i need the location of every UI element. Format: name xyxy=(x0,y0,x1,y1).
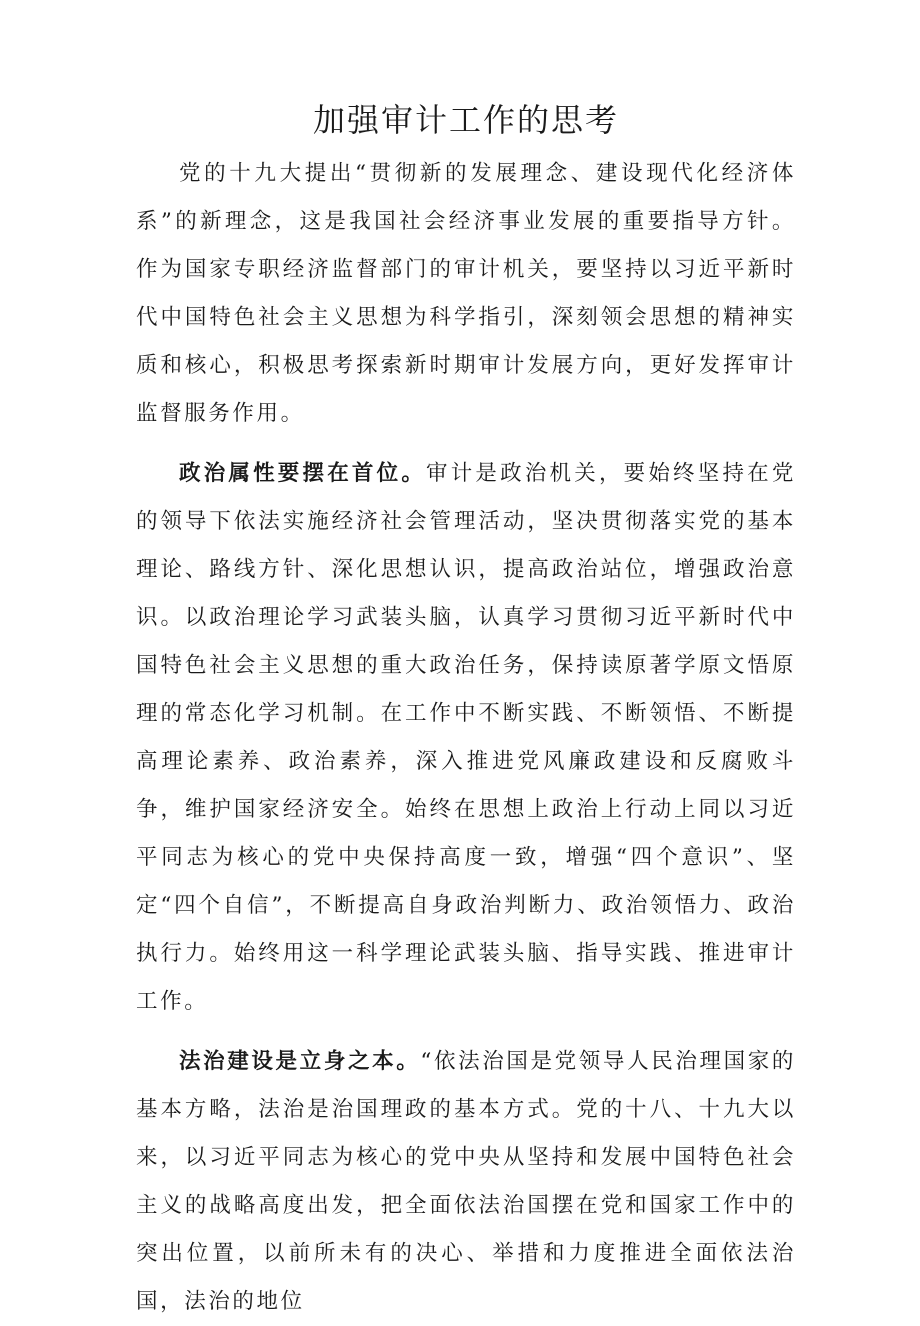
paragraph-text: “依法治国是党领导人民治理国家的基本方略，法治是治国理政的基本方式。党的十八、十九大以来，以习近平同志为核心的党中央从坚持和发展中国特色社会主义的战略高度出发，把全面依法治国摆在党和国家工作中的突出位置，以前所未有的决心、举措和力度推进全面依法治国，法治的地位 xyxy=(136,1049,796,1314)
paragraph-heading: 政治属性要摆在首位。 xyxy=(179,461,427,486)
paragraph-text: 党的十九大提出“贯彻新的发展理念、建设现代化经济体系”的新理念，这是我国社会经济事业发展的重要指导方针。作为国家专职经济监督部门的审计机关，要坚持以习近平新时代中国特色社会主义思想为科学指引，深刻领会思想的精神实质和核心，积极思考探索新时期审计发展方向，更好发挥审计监督服务作用。 xyxy=(136,161,796,426)
paragraph-heading: 法治建设是立身之本。 xyxy=(179,1049,421,1074)
paragraph-text: 审计是政治机关，要始终坚持在党的领导下依法实施经济社会管理活动，坚决贯彻落实党的基本理论、路线方针、深化思想认识，提高政治站位，增强政治意识。以政治理论学习武装头脑，认真学习贯彻习近平新时代中国特色社会主义思想的重大政治任务，保持读原著学原文悟原理的常态化学习机制。在工作中不断实践、不断领悟、不断提高理论素养、政治素养，深入推进党风廉政建设和反腐败斗争，维护国家经济安全。始终在思想上政治上行动上同以习近平同志为核心的党中央保持高度一致，增强“四个意识”、坚定“四个自信”，不断提高自身政治判断力、政治领悟力、政治执行力。始终用这一科学理论武装头脑、指导实践、推进审计工作。 xyxy=(136,461,796,1014)
document-title: 加强审计工作的思考 xyxy=(312,101,619,139)
paragraph-rule-of-law xyxy=(136,1038,796,1326)
paragraph-intro xyxy=(136,150,796,438)
paragraph-political-attribute xyxy=(136,450,796,1026)
